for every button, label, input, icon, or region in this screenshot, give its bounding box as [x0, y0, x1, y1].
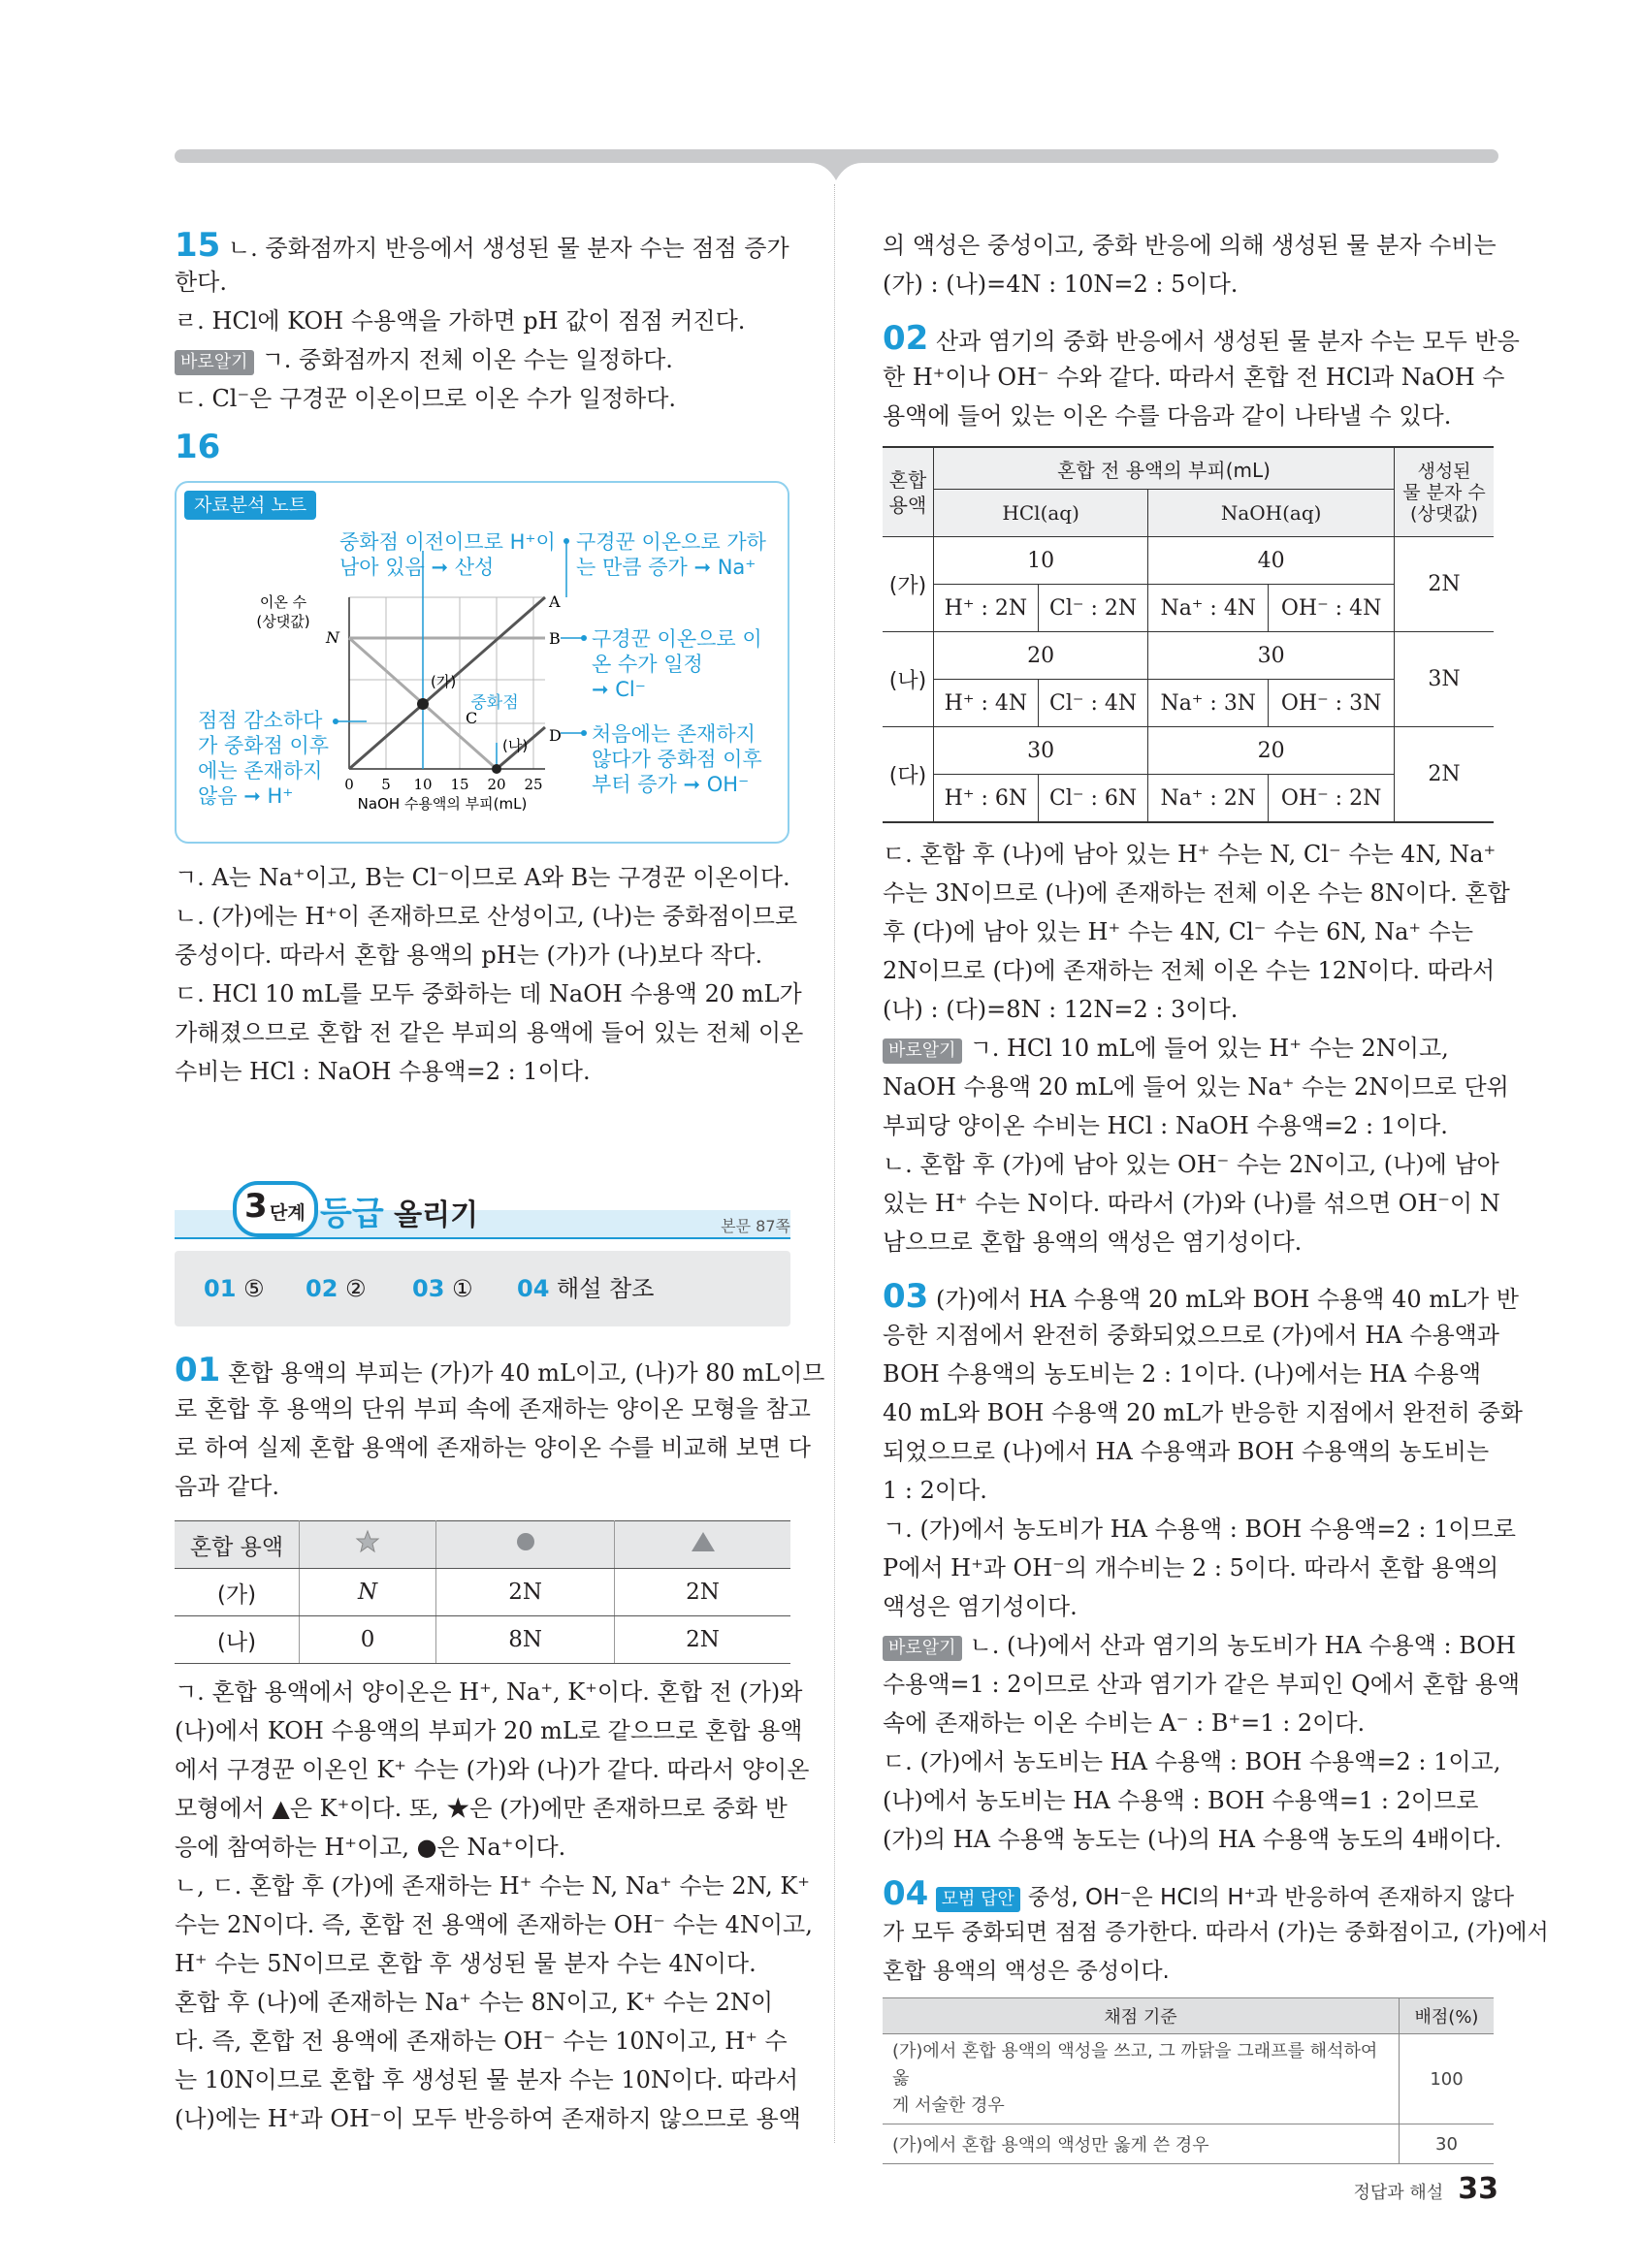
- q01-after-4: 모형에서 ▲은 K⁺이다. 또, ★은 (가)에만 존재하므로 중화 반: [175, 1795, 788, 1822]
- q01-table: [175, 1520, 790, 1664]
- section-header: [175, 1173, 790, 1261]
- q03-line-6: 1 : 2이다.: [883, 1477, 987, 1504]
- section-title: [320, 1193, 478, 1237]
- graph-caption-top-left-2: 남아 있음 ➞ 산성: [339, 556, 495, 579]
- q01-after-2: (나)에서 KOH 수용액의 부피가 20 mL로 같으므로 혼합 용액: [175, 1717, 803, 1744]
- graph-label-A: A: [549, 592, 561, 611]
- table-cell: 30: [1148, 632, 1395, 680]
- q15-correction-tag: 바로알기: [175, 350, 254, 375]
- q03-correction-text: ㄴ. (나)에서 산과 염기의 농도비가 HA 수용액 : BOH: [969, 1632, 1516, 1659]
- section-title-rest: 올리기: [383, 1198, 479, 1232]
- q03-line-4: 40 mL와 BOH 수용액 20 mL가 반응한 지점에서 완전히 중화: [883, 1399, 1523, 1426]
- graph-neutral-label: 중화점: [470, 693, 519, 713]
- star-icon: [300, 1521, 436, 1569]
- table-cell: 10: [934, 537, 1148, 585]
- q15-correction-text: ㄱ. 중화점까지 전체 이온 수는 일정하다.: [261, 346, 673, 373]
- q16-number: 16: [175, 428, 221, 466]
- q03-line-8: P에서 H⁺과 OH⁻의 개수비는 2 : 5이다. 따라서 혼합 용액의: [883, 1554, 1499, 1581]
- graph-xtick: 20: [487, 776, 506, 793]
- q02-text-1: 산과 염기의 중화 반응에서 생성된 물 분자 수는 모두 반응: [935, 328, 1520, 355]
- table-cell: Na⁺ : 3N: [1148, 680, 1269, 727]
- graph-xticks: [344, 776, 542, 793]
- q04-scoring-table: [883, 1997, 1494, 2164]
- q03-text-1: (가)에서 HA 수용액 20 mL와 BOH 수용액 40 mL가 반: [935, 1286, 1519, 1313]
- graph-xtick: 5: [381, 776, 391, 793]
- graph-caption-top-right-2: 는 만큼 증가 ➞ Na⁺: [576, 556, 757, 579]
- q03-rest-3: ㄷ. (가)에서 농도비는 HA 수용액 : BOH 수용액=2 : 1이고,: [883, 1748, 1501, 1775]
- answer-01: 01 ⑤: [204, 1275, 265, 1302]
- table-cell: N: [300, 1569, 436, 1616]
- table-cell: (가)에서 혼합 용액의 액성만 옳게 쓴 경우: [883, 2124, 1400, 2164]
- table-cell: 2N: [615, 1569, 790, 1616]
- graph-caption-right-b-2: 온 수가 일정: [592, 653, 703, 676]
- q03-rest-2: 속에 존재하는 이온 수비는 A⁻ : B⁺=1 : 2이다.: [883, 1709, 1366, 1737]
- table-row: [175, 1616, 790, 1664]
- table-cell: (가)에서 혼합 용액의 액성을 쓰고, 그 까닭을 그래프를 해석하여 옳 게 서술한 경우: [883, 2034, 1400, 2124]
- ion-graph: [177, 483, 788, 842]
- table-cell: Na⁺ : 4N: [1148, 585, 1269, 632]
- circle-icon: [436, 1521, 615, 1569]
- q02-th-water: 생성된 물 분자 수 (상댓값): [1395, 447, 1495, 537]
- q03-rest-1: 수용액=1 : 2이므로 산과 염기가 같은 부피인 Q에서 혼합 용액: [883, 1671, 1521, 1698]
- q02-line-1: [883, 319, 1520, 358]
- q01-line-4: 음과 같다.: [175, 1473, 279, 1500]
- right-top-1: 의 액성은 중성이고, 중화 반응에 의해 생성된 물 분자 수비는: [883, 232, 1497, 259]
- q01-after-9: 혼합 후 (나)에 존재하는 Na⁺ 수는 8N이고, K⁺ 수는 2N이: [175, 1989, 774, 2016]
- q02-after-3: 후 (다)에 남아 있는 H⁺ 수는 4N, Cl⁻ 수는 6N, Na⁺ 수는: [883, 918, 1474, 945]
- table-cell: 3N: [1395, 632, 1495, 727]
- table-cell: 30: [934, 727, 1148, 775]
- q01-after-7: 수는 2N이다. 즉, 혼합 전 용액에 존재하는 OH⁻ 수는 4N이고,: [175, 1911, 813, 1938]
- q04-model-answer-tag: 모범 답안: [936, 1887, 1020, 1912]
- table-cell: H⁺ : 2N: [934, 585, 1039, 632]
- graph-caption-right-b-3: ➞ Cl⁻: [592, 678, 646, 701]
- q01-table-header: 혼합 용액: [175, 1521, 300, 1569]
- q02-after-4: 2N이므로 (다)에 존재하는 전체 이온 수는 12N이다. 따라서: [883, 957, 1496, 984]
- table-cell: 20: [934, 632, 1148, 680]
- q02-rest-1: NaOH 수용액 20 mL에 들어 있는 Na⁺ 수는 2N이므로 단위: [883, 1073, 1509, 1101]
- right-top-2: (가) : (나)=4N : 10N=2 : 5이다.: [883, 271, 1239, 298]
- table-cell: 20: [1148, 727, 1395, 775]
- answer-02: 02 ②: [306, 1275, 367, 1302]
- triangle-icon: [615, 1521, 790, 1569]
- q01-after-8: H⁺ 수는 5N이므로 혼합 후 생성된 물 분자 수는 4N이다.: [175, 1950, 757, 1977]
- q16-line-5: 가해졌으므로 혼합 전 같은 부피의 용액에 들어 있는 전체 이온: [175, 1019, 804, 1046]
- graph-label-C: C: [466, 709, 478, 727]
- table-cell: (가): [175, 1569, 300, 1616]
- q03-tag-line: [883, 1631, 1516, 1661]
- q15-line-5: ㄷ. Cl⁻은 구경꾼 이온이므로 이온 수가 일정하다.: [175, 385, 677, 412]
- q16-line-3: 중성이다. 따라서 혼합 용액의 pH는 (가)가 (나)보다 작다.: [175, 942, 763, 969]
- stage-word: 단계: [270, 1202, 306, 1224]
- table-cell: Na⁺ : 2N: [1148, 775, 1269, 823]
- q03-line-1: [883, 1277, 1519, 1316]
- q04-text-1: 중성, OH⁻은 HCl의 H⁺과 반응하여 존재하지 않다: [1027, 1885, 1515, 1910]
- stage-badge: [233, 1181, 318, 1237]
- q03-rest-5: (가)의 HA 수용액 농도는 (나)의 HA 수용액 농도의 4배이다.: [883, 1826, 1502, 1853]
- table-cell: (나): [175, 1616, 300, 1664]
- column-divider: [834, 184, 835, 2143]
- graph-caption-left-4: 않음 ➞ H⁺: [198, 784, 294, 808]
- graph-label-na: (나): [502, 737, 529, 754]
- q03-line-9: 액성은 염기성이다.: [883, 1593, 1078, 1620]
- q04-line-1: [883, 1874, 1515, 1913]
- graph-point-ga: [417, 698, 429, 710]
- q16-line-4: ㄷ. HCl 10 mL를 모두 중화하는 데 NaOH 수용액 20 mL가: [175, 980, 802, 1007]
- scoring-header-points: 배점(%): [1400, 1998, 1495, 2034]
- q16-line-2: ㄴ. (가)에는 H⁺이 존재하므로 산성이고, (나)는 중화점이므로: [175, 903, 798, 930]
- q01-line-1: [175, 1351, 825, 1390]
- q02-correction-tag: 바로알기: [883, 1038, 962, 1064]
- table-row: [883, 537, 1494, 585]
- table-cell: (나): [883, 632, 934, 727]
- table-cell: Cl⁻ : 6N: [1038, 775, 1148, 823]
- table-cell: OH⁻ : 2N: [1269, 775, 1395, 823]
- table-cell: 2N: [615, 1616, 790, 1664]
- q03-line-3: BOH 수용액의 농도비는 2 : 1이다. (나)에서는 HA 수용액: [883, 1360, 1482, 1388]
- q02-th-naoh: NaOH(aq): [1148, 490, 1395, 537]
- q01-after-12: (나)에는 H⁺과 OH⁻이 모두 반응하여 존재하지 않으므로 용액: [175, 2105, 801, 2132]
- q02-table: [883, 446, 1494, 823]
- q03-line-5: 되었으므로 (나)에서 HA 수용액과 BOH 수용액의 농도비는: [883, 1438, 1490, 1465]
- graph-xtick: 15: [450, 776, 469, 793]
- graph-ylabel-1: 이온 수: [259, 593, 307, 611]
- graph-caption-right-d-3: 부터 증가 ➞ OH⁻: [592, 773, 750, 796]
- q02-rest-2: 부피당 양이온 수비는 HCl : NaOH 수용액=2 : 1이다.: [883, 1112, 1448, 1139]
- analysis-note-box: [175, 481, 789, 844]
- table-cell: 0: [300, 1616, 436, 1664]
- graph-xtick: 10: [413, 776, 433, 793]
- table-cell: 2N: [1395, 727, 1495, 823]
- page-footer: [1329, 2170, 1498, 2213]
- q02-th-hcl: HCl(aq): [934, 490, 1148, 537]
- graph-ylabel-2: (상댓값): [256, 613, 310, 630]
- q02-th-volume: 혼합 전 용액의 부피(mL): [934, 447, 1395, 490]
- table-cell: Cl⁻ : 2N: [1038, 585, 1148, 632]
- q04-line-2: 가 모두 중화되면 점점 증가한다. 따라서 (가)는 중화점이고, (가)에서: [883, 1920, 1549, 1945]
- q16-line-6: 수비는 HCl : NaOH 수용액=2 : 1이다.: [175, 1058, 591, 1085]
- graph-label-B: B: [549, 629, 561, 648]
- graph-label-D: D: [549, 726, 562, 745]
- q01-after-6: ㄴ, ㄷ. 혼합 후 (가)에 존재하는 H⁺ 수는 N, Na⁺ 수는 2N, K⁺: [175, 1872, 810, 1900]
- q03-line-7: ㄱ. (가)에서 농도비가 HA 수용액 : BOH 수용액=2 : 1이므로: [883, 1516, 1516, 1543]
- q01-after-3: 에서 구경꾼 이온인 K⁺ 수는 (가)와 (나)가 같다. 따라서 양이온: [175, 1756, 810, 1783]
- table-cell: OH⁻ : 4N: [1269, 585, 1395, 632]
- table-cell: Cl⁻ : 4N: [1038, 680, 1148, 727]
- table-row: [883, 2124, 1494, 2164]
- q16-line-1: ㄱ. A는 Na⁺이고, B는 Cl⁻이므로 A와 B는 구경꾼 이온이다.: [175, 864, 790, 891]
- q15-line-3: ㄹ. HCl에 KOH 수용액을 가하면 pH 값이 점점 커진다.: [175, 307, 746, 335]
- page-number: 33: [1458, 2172, 1498, 2206]
- q02-rest-4: 있는 H⁺ 수는 N이다. 따라서 (가)와 (나)를 섞으면 OH⁻이 N: [883, 1190, 1500, 1217]
- graph-xlabel: NaOH 수용액의 부피(mL): [357, 795, 528, 813]
- q02-line-3: 용액에 들어 있는 이온 수를 다음과 같이 나타낼 수 있다.: [883, 402, 1452, 430]
- answer-04: 04 해설 참조: [517, 1275, 655, 1302]
- q02-rest-5: 남으므로 혼합 용액의 액성은 염기성이다.: [883, 1229, 1303, 1256]
- q01-line-3: 로 하여 실제 혼합 용액에 존재하는 양이온 수를 비교해 보면 다: [175, 1434, 811, 1461]
- graph-caption-top-right-1: 구경꾼 이온으로 가하: [576, 530, 766, 554]
- graph-ytick-N: N: [326, 628, 339, 647]
- table-cell: (가): [883, 537, 934, 632]
- q03-correction-tag: 바로알기: [883, 1636, 962, 1661]
- table-row: [883, 727, 1494, 775]
- q02-correction-text: ㄱ. HCl 10 mL에 들어 있는 H⁺ 수는 2N이고,: [969, 1035, 1449, 1062]
- graph-label-ga: (가): [431, 673, 457, 690]
- table-row: [883, 2034, 1494, 2124]
- table-cell: 2N: [1395, 537, 1495, 632]
- q02-after-5: (나) : (다)=8N : 12N=2 : 3이다.: [883, 996, 1239, 1023]
- q03-line-2: 응한 지점에서 완전히 중화되었으므로 (가)에서 HA 수용액과: [883, 1322, 1499, 1349]
- scoring-header-criteria: 채점 기준: [883, 1998, 1400, 2034]
- answer-summary: [175, 1251, 790, 1326]
- q01-after-1: ㄱ. 혼합 용액에서 양이온은 H⁺, Na⁺, K⁺이다. 혼합 전 (가)와: [175, 1678, 803, 1706]
- graph-caption-left-2: 가 중화점 이후: [198, 734, 330, 757]
- q15-number: 15: [175, 226, 221, 265]
- q02-number: 02: [883, 319, 929, 358]
- section-ref: 본문 87쪽: [721, 1217, 790, 1235]
- q01-text-1: 혼합 용액의 부피는 (가)가 40 mL이고, (나)가 80 mL이므: [227, 1359, 825, 1387]
- table-cell: 100: [1400, 2034, 1495, 2124]
- graph-caption-right-d-1: 처음에는 존재하지: [592, 722, 756, 746]
- table-cell: (다): [883, 727, 934, 823]
- graph-xtick: 0: [344, 776, 354, 793]
- q02-rest-3: ㄴ. 혼합 후 (가)에 남아 있는 OH⁻ 수는 2N이고, (나)에 남아: [883, 1151, 1499, 1178]
- analysis-note-title: 자료분석 노트: [184, 491, 316, 520]
- graph-caption-left-1: 점점 감소하다: [198, 709, 323, 732]
- q01-line-2: 로 혼합 후 용액의 단위 부피 속에 존재하는 양이온 모형을 참고: [175, 1395, 811, 1422]
- graph-xtick: 25: [524, 776, 543, 793]
- graph-caption-top-left-1: 중화점 이전이므로 H⁺이: [339, 530, 556, 554]
- q04-line-3: 혼합 용액의 액성은 중성이다.: [883, 1959, 1170, 1984]
- footer-label: 정답과 해설: [1353, 2183, 1444, 2203]
- graph-caption-right-d-2: 않다가 중화점 이후: [592, 748, 762, 771]
- section-title-bold: 등급: [320, 1195, 384, 1233]
- q02-after-2: 수는 3N이므로 (나)에 존재하는 전체 이온 수는 8N이다. 혼합: [883, 879, 1510, 907]
- q15-line-2: 한다.: [175, 269, 227, 296]
- q03-number: 03: [883, 1277, 929, 1316]
- q01-number: 01: [175, 1351, 221, 1390]
- table-cell: OH⁻ : 3N: [1269, 680, 1395, 727]
- q02-tag-line: [883, 1034, 1449, 1064]
- table-cell: 8N: [436, 1616, 615, 1664]
- table-cell: H⁺ : 6N: [934, 775, 1039, 823]
- header-bar: [175, 145, 1498, 184]
- q02-after-1: ㄷ. 혼합 후 (나)에 남아 있는 H⁺ 수는 N, Cl⁻ 수는 4N, Na⁺: [883, 841, 1497, 868]
- table-row: [883, 632, 1494, 680]
- q04-number: 04: [883, 1874, 929, 1913]
- q01-after-11: 는 10N이므로 혼합 후 생성된 물 분자 수는 10N이다. 따라서: [175, 2066, 799, 2093]
- q03-rest-4: (나)에서 농도비는 HA 수용액 : BOH 수용액=1 : 2이므로: [883, 1787, 1479, 1814]
- table-cell: H⁺ : 4N: [934, 680, 1039, 727]
- q01-after-5: 응에 참여하는 H⁺이고, ●은 Na⁺이다.: [175, 1834, 566, 1861]
- q15-text-1: ㄴ. 중화점까지 반응에서 생성된 물 분자 수는 점점 증가: [227, 235, 789, 262]
- q01-after-10: 다. 즉, 혼합 전 용액에 존재하는 OH⁻ 수는 10N이고, H⁺ 수: [175, 2028, 788, 2055]
- graph-caption-right-b-1: 구경꾼 이온으로 이: [592, 627, 762, 651]
- graph-caption-left-3: 에는 존재하지: [198, 759, 323, 783]
- graph-point-na: [492, 764, 501, 774]
- table-row: [175, 1569, 790, 1616]
- table-cell: 30: [1400, 2124, 1495, 2164]
- table-cell: 2N: [436, 1569, 615, 1616]
- answer-03: 03 ①: [412, 1275, 473, 1302]
- q02-th-mix: 혼합 용액: [883, 447, 934, 537]
- q02-line-2: 한 H⁺이나 OH⁻ 수와 같다. 따라서 혼합 전 HCl과 NaOH 수: [883, 364, 1505, 391]
- q15-line-4: [175, 345, 673, 375]
- stage-number: 3: [244, 1187, 268, 1226]
- table-cell: 40: [1148, 537, 1395, 585]
- q15-line-1: [175, 226, 789, 265]
